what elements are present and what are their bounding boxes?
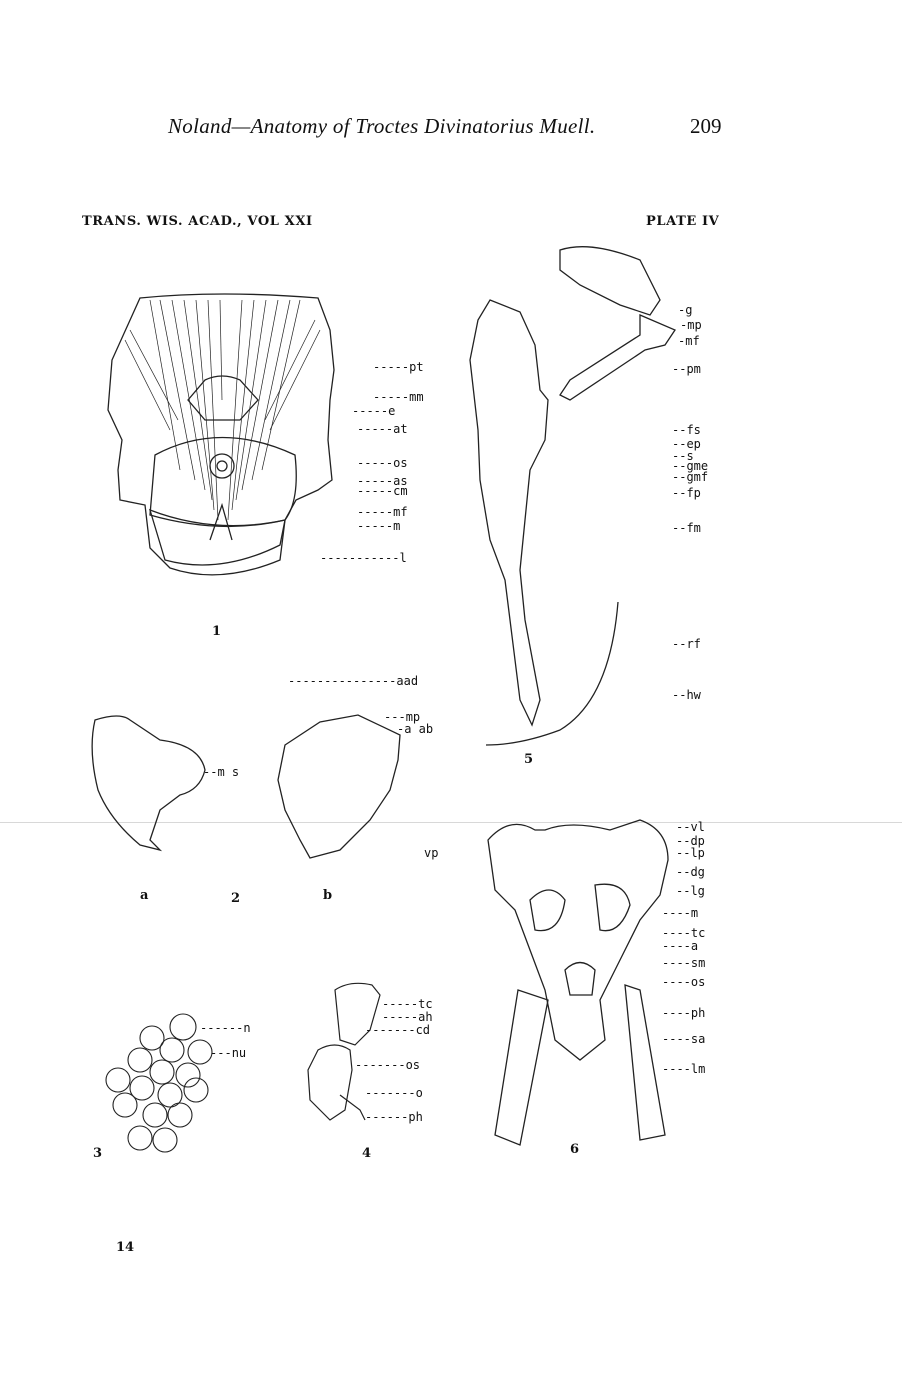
label-mf-fig5: -mf bbox=[678, 334, 700, 348]
plate-number: PLATE IV bbox=[646, 214, 720, 229]
label-lp: --lp bbox=[676, 846, 705, 860]
label-m-fig6: ----m bbox=[662, 906, 699, 920]
label-dp: --dp bbox=[676, 834, 705, 848]
running-title: Noland—Anatomy of Troctes Divinatorius Muell. bbox=[168, 114, 596, 138]
label-ep: --ep bbox=[672, 437, 701, 451]
label-s-fig5: --s bbox=[672, 449, 694, 463]
figure-6-drawing bbox=[488, 820, 668, 1145]
figure-2-number: 2 bbox=[231, 891, 241, 906]
label-os-fig6: ----os bbox=[662, 975, 706, 989]
page-number: 209 bbox=[690, 114, 722, 138]
label-fm: --fm bbox=[672, 521, 701, 535]
figure-2b-letter: b bbox=[323, 888, 333, 903]
label-lg: --lg bbox=[676, 884, 705, 898]
label-vl: --vl bbox=[676, 820, 705, 834]
label-dg: --dg bbox=[676, 865, 705, 879]
label-tc-fig6: ----tc bbox=[662, 926, 706, 940]
label-gme: --gme bbox=[672, 459, 709, 473]
label-fs: --fs bbox=[672, 423, 701, 437]
label-cm: -----cm bbox=[357, 484, 408, 498]
label-e: -----e bbox=[352, 404, 396, 418]
label-lm: ----lm bbox=[662, 1062, 706, 1076]
label-ph-fig6: ----ph bbox=[662, 1006, 706, 1020]
figure-3-drawing bbox=[106, 1014, 212, 1152]
label-g: -g bbox=[678, 303, 693, 317]
label-aab: -a ab bbox=[397, 722, 434, 736]
label-l: -----------l bbox=[320, 551, 407, 565]
label-a: ----a bbox=[662, 939, 699, 953]
figure-5-number: 5 bbox=[524, 752, 534, 767]
signature-mark: 14 bbox=[116, 1240, 135, 1255]
label-rf: --rf bbox=[672, 637, 701, 651]
label-gmf: --gmf bbox=[672, 470, 709, 484]
figure-1-drawing bbox=[108, 294, 334, 575]
label-aad: ---------------aad bbox=[288, 674, 419, 688]
figure-2a-letter: a bbox=[140, 888, 149, 903]
label-ph-fig4: ------ph bbox=[365, 1110, 423, 1124]
label-hw: --hw bbox=[672, 688, 701, 702]
label-os: -----os bbox=[357, 456, 408, 470]
figure-4-number: 4 bbox=[362, 1146, 372, 1161]
label-ms: --m s bbox=[203, 765, 240, 779]
label-mm: -----mm bbox=[373, 390, 424, 404]
label-sm: ----sm bbox=[662, 956, 706, 970]
figure-3-number: 3 bbox=[93, 1146, 103, 1161]
label-tc-fig4: -----tc bbox=[382, 997, 433, 1011]
figure-1-number: 1 bbox=[212, 624, 222, 639]
label-at: -----at bbox=[357, 422, 408, 436]
label-pt: -----pt bbox=[373, 360, 424, 374]
label-os-fig4: -------os bbox=[355, 1058, 421, 1072]
label-mp-fig5: -mp bbox=[680, 318, 702, 332]
label-o: -------o bbox=[365, 1086, 423, 1100]
label-ah: -----ah bbox=[382, 1010, 433, 1024]
figure-5-drawing bbox=[470, 247, 675, 745]
figure-2-drawing bbox=[92, 715, 400, 858]
label-mp-fig2: ---mp bbox=[384, 710, 421, 724]
label-mf: -----mf bbox=[357, 505, 408, 519]
label-nu: ---nu bbox=[210, 1046, 247, 1060]
label-as: -----as bbox=[357, 474, 408, 488]
label-fp: --fp bbox=[672, 486, 701, 500]
figure-6-number: 6 bbox=[570, 1142, 580, 1157]
label-vp: vp bbox=[424, 846, 439, 860]
journal-line: TRANS. WIS. ACAD., VOL XXI bbox=[82, 214, 313, 229]
label-m: -----m bbox=[357, 519, 401, 533]
label-n: ------n bbox=[200, 1021, 251, 1035]
label-cd: -------cd bbox=[365, 1023, 431, 1037]
label-sa: ----sa bbox=[662, 1032, 706, 1046]
label-pm: --pm bbox=[672, 362, 701, 376]
